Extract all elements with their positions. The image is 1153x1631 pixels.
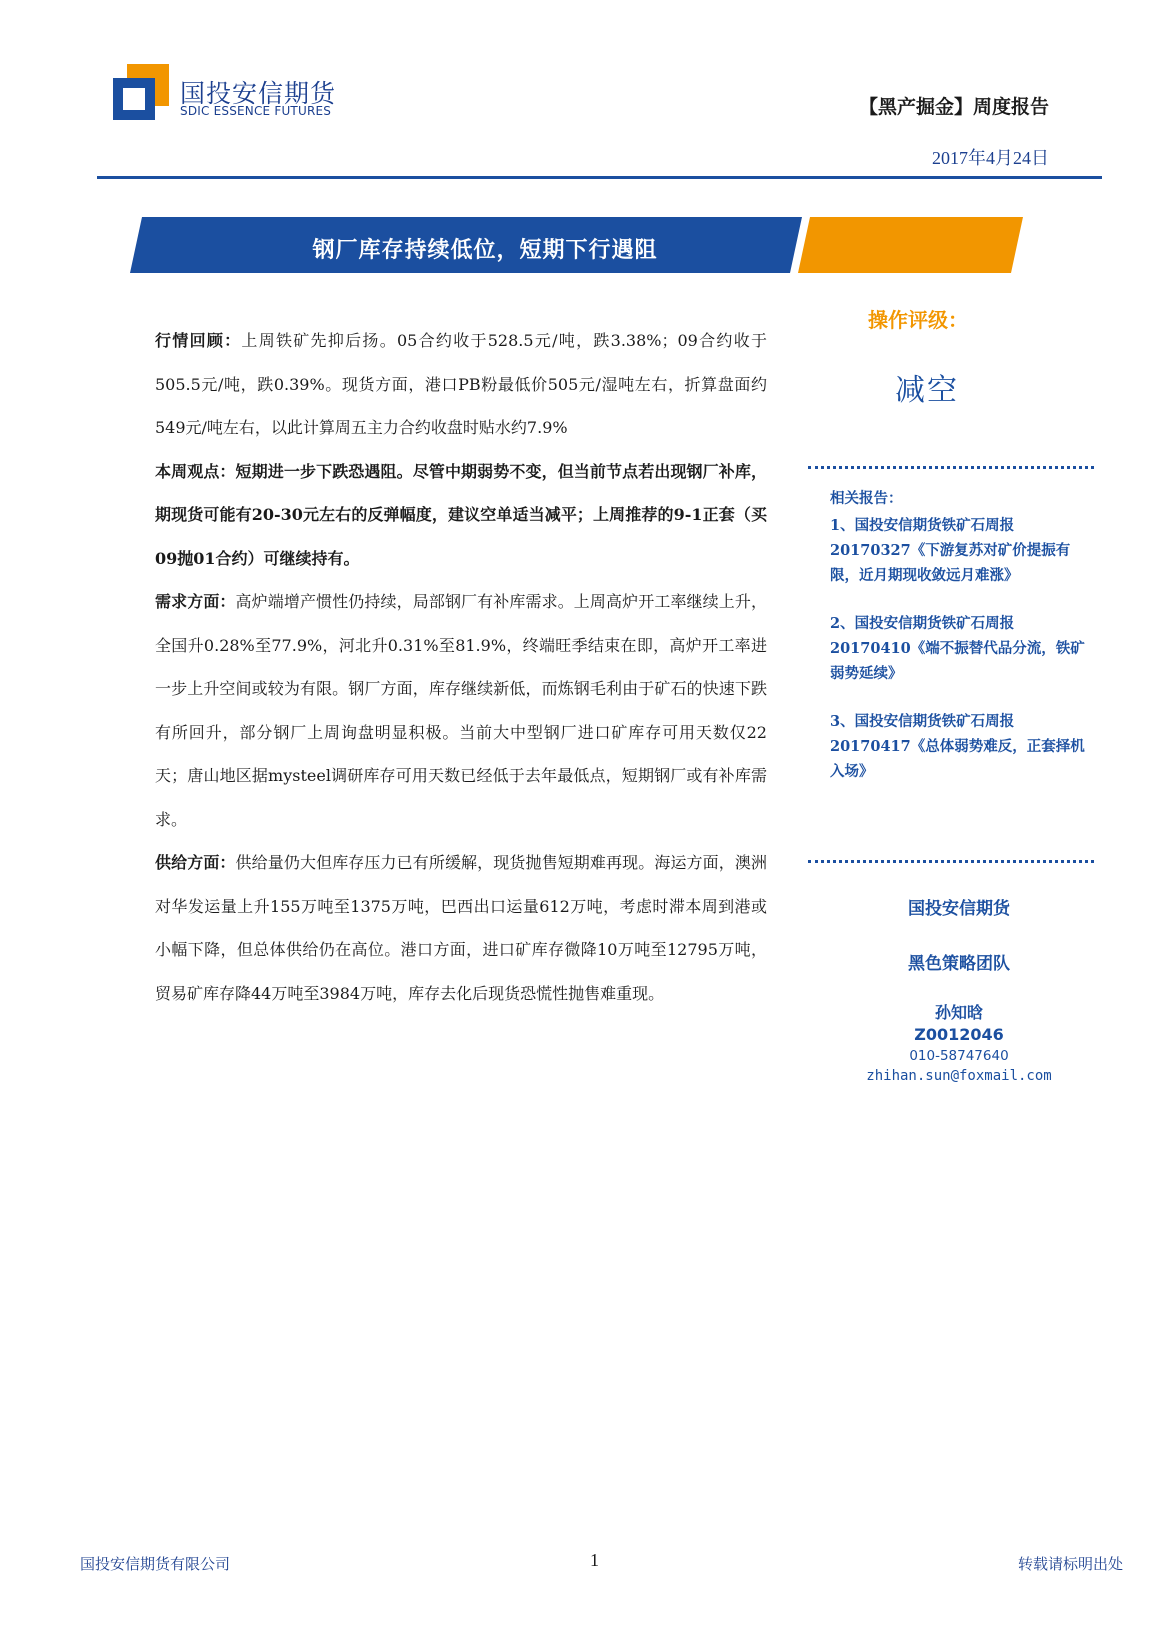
report-date: 2017年4月24日 bbox=[932, 148, 1049, 168]
analyst-email[interactable]: zhihan.sun@foxmail.com bbox=[866, 1068, 1052, 1084]
rating-value: 减空 bbox=[895, 373, 959, 408]
footer-notice: 转载请标明出处 bbox=[1017, 1555, 1123, 1573]
weekly-view-text: 短期进一步下跌恐遇阻。尽管中期弱势不变，但当前节点若出现钢厂补库，期现货可能有20-30元左右的反弹幅度，建议空单适当减平；上周推荐的9-1正套（买09抛01合约）可继续持有。 bbox=[155, 461, 767, 568]
related-report-item[interactable]: 1、国投安信期货铁矿石周报 20170327《下游复苏对矿价提振有限，近月期现收敛远月难涨》 bbox=[830, 517, 1071, 584]
contact-block bbox=[820, 894, 1098, 1084]
analyst-phone: 010-58747640 bbox=[909, 1048, 1009, 1064]
page-number: 1 bbox=[590, 1550, 599, 1570]
sidebar-divider bbox=[808, 466, 1094, 469]
related-reports-title: 相关报告： bbox=[830, 490, 903, 507]
report-type: 【黑产掘金】周度报告 bbox=[858, 96, 1049, 118]
weekly-view-label: 本周观点： bbox=[155, 461, 236, 481]
report-body bbox=[155, 319, 767, 1015]
sidebar-divider bbox=[808, 860, 1094, 863]
demand-paragraph bbox=[155, 580, 767, 841]
team-company: 国投安信期货 bbox=[908, 899, 1010, 919]
analyst-license-id: Z0012046 bbox=[914, 1025, 1004, 1044]
market-review-text: 上周铁矿先抑后扬。05合约收于528.5元/吨，跌3.38%；09合约收于505.5元/吨，跌0.39%。现货方面，港口PB粉最低价505元/湿吨左右，折算盘面约549元/吨左右，以此计算周五主力合约收盘时贴水约7.9% bbox=[155, 331, 767, 437]
demand-label: 需求方面： bbox=[155, 592, 236, 611]
page-title: 钢厂库存持续低位，短期下行遇阻 bbox=[312, 237, 658, 263]
market-review-paragraph bbox=[155, 319, 767, 450]
weekly-view-paragraph bbox=[155, 450, 767, 581]
supply-label: 供给方面： bbox=[155, 853, 236, 872]
related-report-item[interactable]: 2、国投安信期货铁矿石周报 20170410《端不振替代品分流，铁矿弱势延续》 bbox=[830, 615, 1085, 682]
team-name: 黑色策略团队 bbox=[908, 954, 1010, 974]
market-review-label: 行情回顾： bbox=[155, 331, 242, 350]
company-logo-icon bbox=[113, 64, 169, 120]
supply-text: 供给量仍大但库存压力已有所缓解，现货抛售短期难再现。海运方面，澳洲对华发运量上升155万吨至1375万吨，巴西出口运量612万吨，考虑时滞本周到港或小幅下降，但总体供给仍在高位。港口方面，进口矿库存微降10万吨至12795万吨，贸易矿库存降44万吨至3984万吨，库存去化后现货恐慌性抛售难重现。 bbox=[155, 853, 767, 1003]
related-reports bbox=[830, 486, 1090, 807]
analyst-name: 孙知晗 bbox=[934, 1003, 983, 1022]
supply-paragraph bbox=[155, 841, 767, 1015]
logo-text-cn: 国投安信期货 bbox=[180, 79, 337, 108]
related-report-item[interactable]: 3、国投安信期货铁矿石周报 20170417《总体弱势难反，正套择机入场》 bbox=[830, 713, 1085, 780]
logo-text-en: SDIC ESSENCE FUTURES bbox=[180, 104, 332, 118]
rating-label: 操作评级： bbox=[868, 308, 968, 332]
header-divider bbox=[97, 176, 1102, 179]
footer-company: 国投安信期货有限公司 bbox=[80, 1555, 231, 1573]
demand-text: 高炉端增产惯性仍持续，局部钢厂有补库需求。上周高炉开工率继续上升，全国升0.28%至77.9%，河北升0.31%至81.9%，终端旺季结束在即，高炉开工率进一步上升空间或较为有限。钢厂方面，库存继续新低，而炼钢毛利由于矿石的快速下跌有所回升，部分钢厂上周询盘明显积极。当前大中型钢厂进口矿库存可用天数仅22天；唐山地区据mysteel调研库存可用天数已经低于去年最低点，短期钢厂或有补库需求。 bbox=[155, 592, 767, 829]
